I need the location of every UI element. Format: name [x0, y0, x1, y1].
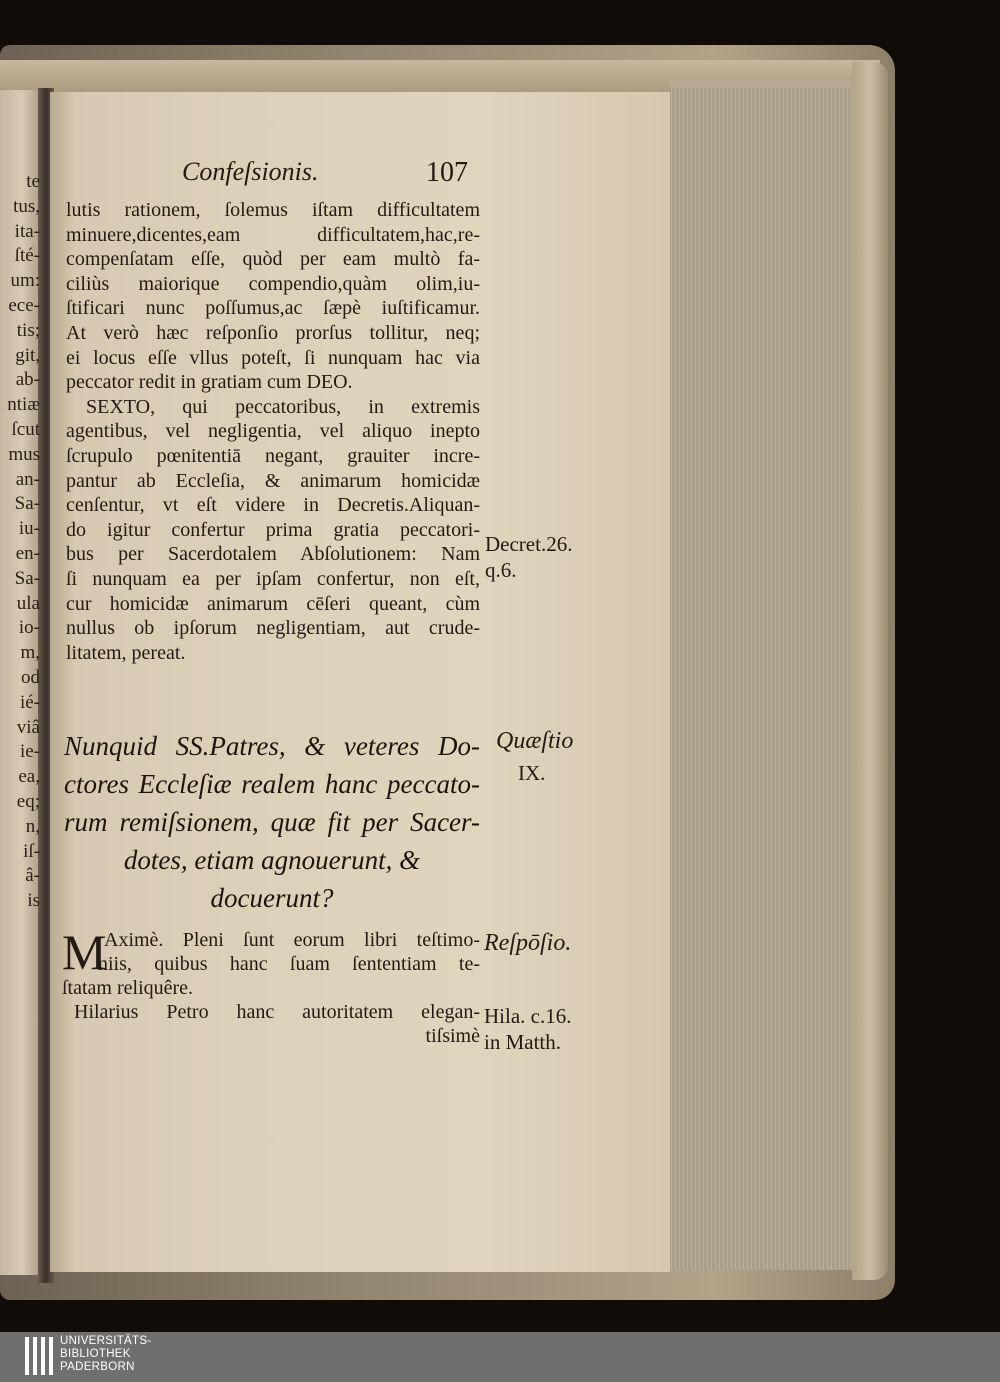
fragment-line: mus: [8, 443, 40, 465]
margin-note-matthew: in Matth.: [484, 1030, 561, 1054]
left-page-fragments: [0, 170, 44, 914]
fragment-line: git,: [15, 344, 40, 366]
text-line: peccator redit in gratiam cum DEO.: [66, 371, 353, 394]
fragment-line: tus,: [13, 195, 40, 217]
fragment-line: ita-: [14, 220, 40, 242]
fragment-line: m,: [20, 642, 40, 664]
text-line: ei locus eſſe vllus poteſt, ſi nunquam hac via: [66, 346, 480, 369]
text-line: Aximè. Pleni ſunt eorum libri teſtimo-: [104, 929, 480, 951]
text-line: Hilarius Petro hanc autoritatem elegan-: [74, 1001, 480, 1023]
text-line: minuere,dicentes,eam difficultatem,hac,re-: [66, 223, 480, 246]
fragment-line: um:: [10, 270, 40, 292]
fragment-line: ie-: [19, 741, 40, 763]
text-line: cur homicidæ animarum cēſeri queant, cùm: [66, 592, 480, 615]
margin-note-decret: Decret.26.: [485, 532, 573, 556]
fragment-line: iu-: [18, 518, 40, 540]
text-line: cenſentur, vt eſt videre in Decretis.Aliquan-: [66, 494, 480, 517]
page-edges: [670, 88, 855, 1270]
fragment-line: eq;: [16, 790, 40, 812]
body-text: [66, 198, 480, 665]
fragment-line: ntiæ: [7, 394, 40, 416]
fragment-line: Sa-: [14, 493, 40, 515]
fragment-line: ſté-: [14, 245, 40, 267]
fragment-line: en-: [15, 542, 40, 564]
drop-cap: M: [62, 924, 107, 980]
fragment-line: ab-: [15, 369, 40, 391]
text-line: ciliùs maiorique compendio,quàm olim,iu-: [66, 272, 480, 295]
catchword: tiſsimè: [425, 1025, 480, 1047]
margin-note-quaestio-number: IX.: [518, 761, 546, 785]
fragment-line: â-: [25, 865, 40, 887]
text-line: ſi nunquam ea per ipſam confertur, non eſt,: [66, 567, 480, 590]
text-line: niis, quibus hanc ſuam ſententiam te-: [98, 953, 480, 975]
question-line: dotes, etiam agnouerunt, &: [123, 845, 421, 875]
text-line: compenſatam eſſe, quòd per eam multò fa-: [66, 248, 480, 271]
margin-note-quaestio: Quæſtio: [496, 728, 574, 754]
question-line: docuerunt?: [210, 883, 334, 913]
margin-note-responsio: Reſpōſio.: [484, 930, 572, 956]
text-line: agentibus, vel negligentia, vel aliquo inepto: [66, 420, 480, 443]
fragment-line: viâ: [16, 716, 40, 738]
library-logo-icon: [25, 1337, 53, 1375]
fragment-line: is: [27, 890, 40, 912]
fragment-line: te: [26, 171, 40, 192]
text-line: nullus ob ipſorum negligentiam, aut crude-: [66, 617, 480, 640]
fragment-line: ece-: [8, 294, 40, 316]
running-head: Confeſsionis.: [182, 157, 319, 186]
question-heading: [64, 727, 480, 917]
library-name-line: UNIVERSITÄTS-: [60, 1335, 152, 1347]
fragment-line: od: [21, 666, 40, 688]
text-line: ſtatam reliquêre.: [62, 977, 194, 999]
fragment-line: ula: [16, 592, 40, 614]
margin-note-hilarius: Hila. c.16.: [484, 1004, 572, 1028]
text-line: pantur ab Eccleſia, & animarum homicidæ: [66, 469, 480, 492]
text-line: bus per Sacerdotalem Abſolutionem: Nam: [66, 543, 480, 566]
fragment-line: an-: [15, 468, 40, 490]
text-line: do igitur confertur prima gratia peccatori-: [66, 518, 480, 541]
margin-note-decret-q: q.6.: [485, 558, 517, 582]
fragment-line: n,: [25, 815, 40, 837]
library-name: [60, 1335, 151, 1374]
text-line: litatem, pereat.: [66, 641, 186, 664]
library-name-line: PADERBORN: [60, 1361, 135, 1373]
question-line: ctores Eccleſiæ realem hanc peccato-: [64, 769, 480, 799]
question-line: rum remiſsionem, quæ fit per Sacer-: [64, 807, 480, 837]
text-line: lutis rationem, ſolemus iſtam difficultatem: [66, 199, 480, 221]
page-number: 107: [426, 157, 468, 188]
text-line: ſtificari nunc poſſumus,ac ſæpè iuſtificamur.: [66, 297, 480, 320]
fragment-line: iſ-: [23, 840, 40, 862]
fragment-line: io-: [18, 617, 40, 639]
question-line: Nunquid SS.Patres, & veteres Do-: [64, 731, 480, 761]
answer-text: [62, 924, 480, 1048]
text-line: At verò hæc reſponſio prorſus tollitur, neq;: [66, 321, 480, 344]
fragment-line: Sa-: [14, 567, 40, 589]
fragment-line: tis;: [16, 319, 40, 341]
text-line: ſcrupulo pœnitentiā negant, grauiter incre-: [66, 444, 480, 467]
fragment-line: ea,: [18, 766, 40, 788]
fragment-line: ié-: [19, 691, 40, 713]
text-line: SEXTO, qui peccatoribus, in extremis: [86, 395, 480, 418]
cover-right-edge: [852, 62, 888, 1280]
library-name-line: BIBLIOTHEK: [60, 1348, 131, 1360]
fragment-line: ſcut: [11, 418, 40, 440]
